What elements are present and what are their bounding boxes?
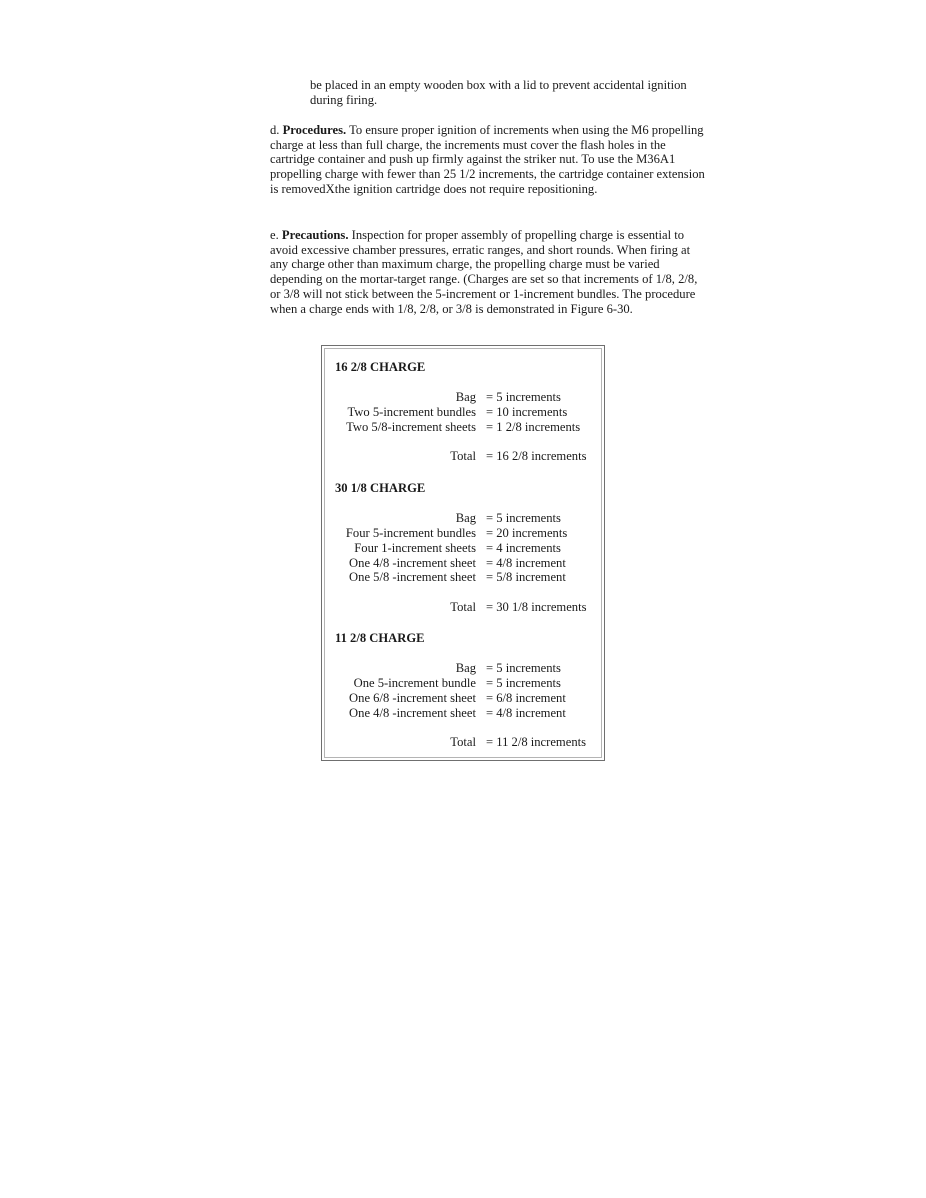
charge-row-label: One 5/8 -increment sheet — [349, 570, 476, 584]
charge-row — [322, 570, 604, 585]
charge-row — [322, 541, 604, 556]
charge-total-value: = 16 2/8 increments — [486, 449, 587, 463]
procedures-text: To ensure proper ignition of increments when using the M6 propelling charge at less than full charge, the increments must cover the flash holes in the cartridge container and push up firmly against the striker nut. To use the M36A1 propelling charge with fewer than 25 1/2 increments, the cartridge container extension is removedXthe ignition cartridge does not require repositioning. — [270, 123, 705, 196]
charge-row — [322, 661, 604, 676]
charge-row-value: = 10 increments — [486, 405, 568, 419]
charge-row — [322, 691, 604, 706]
charge-row — [322, 706, 604, 721]
charge-row-value: = 5/8 increment — [486, 570, 566, 584]
charge-row-label: One 6/8 -increment sheet — [349, 691, 476, 705]
charge-total-value: = 11 2/8 increments — [486, 735, 587, 749]
charge-section-title: 30 1/8 CHARGE — [335, 481, 426, 495]
charge-row — [322, 511, 604, 526]
continued-paragraph: be placed in an empty wooden box with a lid to prevent accidental ignition during firing. — [310, 78, 687, 107]
charge-row-label: Bag — [455, 661, 476, 675]
charge-row-value: = 4 increments — [486, 541, 561, 555]
charge-section-title: 11 2/8 CHARGE — [335, 631, 425, 645]
charge-total-row — [322, 449, 604, 464]
procedures-prefix: d. — [270, 123, 280, 137]
charge-row-value: = 20 increments — [486, 526, 568, 540]
charge-section-title: 16 2/8 CHARGE — [335, 360, 426, 374]
charge-row-label: One 4/8 -increment sheet — [349, 556, 476, 570]
charge-row-value: = 5 increments — [486, 511, 561, 525]
precautions-heading: Precautions. — [281, 228, 349, 242]
charge-row-value: = 6/8 increment — [486, 691, 566, 705]
charge-row — [322, 676, 604, 691]
charge-total-label: Total — [450, 449, 476, 463]
charge-row-label: One 4/8 -increment sheet — [349, 706, 476, 720]
charge-row-label: Four 5-increment bundles — [345, 526, 476, 540]
charge-total-row — [322, 735, 604, 750]
charge-total-row — [322, 600, 604, 615]
charge-row-value: = 5 increments — [486, 661, 561, 675]
charge-row-value: = 4/8 increment — [486, 556, 566, 570]
charge-row — [322, 390, 604, 405]
charge-row-value: = 5 increments — [486, 390, 561, 404]
charge-row-value: = 1 2/8 increments — [486, 420, 581, 434]
charge-row — [322, 405, 604, 420]
precautions-paragraph — [270, 228, 710, 316]
charge-row-label: Bag — [455, 390, 476, 404]
charge-row-label: Bag — [455, 511, 476, 525]
charge-figure-box — [321, 345, 605, 761]
charge-row-label: Two 5/8-increment sheets — [346, 420, 476, 434]
charge-row-label: One 5-increment bundle — [353, 676, 476, 690]
procedures-paragraph — [270, 123, 710, 197]
charge-row-value: = 5 increments — [486, 676, 561, 690]
precautions-prefix: e. — [270, 228, 279, 242]
procedures-heading: Procedures. — [282, 123, 347, 137]
charge-total-label: Total — [450, 735, 476, 749]
charge-row — [322, 526, 604, 541]
charge-total-value: = 30 1/8 increments — [486, 600, 587, 614]
charge-row-label: Two 5-increment bundles — [347, 405, 476, 419]
charge-row-value: = 4/8 increment — [486, 706, 566, 720]
precautions-text: Inspection for proper assembly of propelling charge is essential to avoid excessive chamber pressures, erratic ranges, and short rounds. When firing at any charge other than maximum charge, the propelling charge must be varied depending on the mortar-target range. (Charges are set so that increments of 1/8, 2/8, or 3/8 will not stick between the 5-increment or 1-increment bundles. The procedure when a charge ends with 1/8, 2/8, or 3/8 is demonstrated in Figure 6-30. — [270, 228, 698, 316]
charge-row-label: Four 1-increment sheets — [354, 541, 476, 555]
charge-row — [322, 556, 604, 571]
charge-total-label: Total — [450, 600, 476, 614]
charge-row — [322, 420, 604, 435]
